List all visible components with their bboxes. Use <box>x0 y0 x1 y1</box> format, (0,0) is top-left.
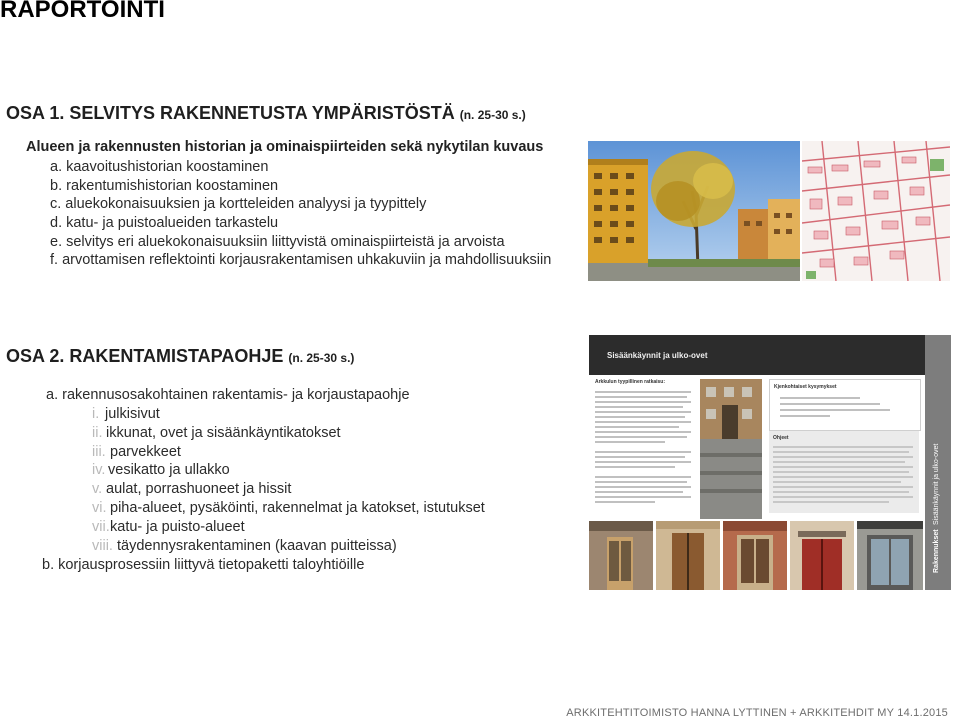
section2-heading <box>6 346 354 367</box>
list-item <box>92 500 485 516</box>
thumbnail-questions-box <box>769 379 921 431</box>
list-text: parvekkeet <box>110 444 181 460</box>
thumbnail-right-heading: Kjenkohtaiset kysymykset <box>774 384 837 390</box>
list-number: ii. <box>92 425 103 441</box>
section2-heading-text: OSA 2. RAKENTAMISTAPAOHJE <box>6 346 284 366</box>
list-number: vi. <box>92 500 107 516</box>
list-text: vesikatto ja ullakko <box>108 462 230 478</box>
section1-heading <box>6 103 526 124</box>
thumbnail-side-band <box>925 335 951 590</box>
side-label-top: Sisäänkäynnit ja ulko-ovet <box>933 443 940 525</box>
list-text: aulat, porrashuoneet ja hissit <box>106 481 292 497</box>
door-photos-row <box>589 521 923 590</box>
guideline-page-thumbnail <box>589 335 951 590</box>
footer-credit: ARKKITEHTITOIMISTO HANNA LYTTINEN + ARKKITEHDIT MY 14.1.2015 <box>566 707 948 719</box>
list-item: d. katu- ja puistoalueiden tarkastelu <box>50 215 279 231</box>
entrance-photo <box>700 379 762 519</box>
list-number: i. <box>92 406 100 422</box>
list-item <box>92 444 181 460</box>
section2-heading-pages: (n. 25-30 s.) <box>288 351 355 365</box>
section2-item-b: b. korjausprosessiin liittyvä tietopaketti taloyhtiöille <box>42 557 365 573</box>
section1-heading-pages: (n. 25-30 s.) <box>459 108 526 122</box>
section1-heading-text: OSA 1. SELVITYS RAKENNETUSTA YMPÄRISTÖSTÄ <box>6 103 455 123</box>
thumbnail-title: Sisäänkäynnit ja ulko-ovet <box>607 351 708 360</box>
street-photo <box>588 141 800 281</box>
text-lines <box>595 388 695 518</box>
list-number: iii. <box>92 444 106 460</box>
list-number: vii. <box>92 519 110 535</box>
section1-subheading: Alueen ja rakennusten historian ja ominaispiirteiden sekä nykytilan kuvaus <box>26 139 544 155</box>
list-number: viii. <box>92 538 113 554</box>
text-lines <box>769 441 917 511</box>
list-text: ikkunat, ovet ja sisäänkäyntikatokset <box>106 425 341 441</box>
list-item: e. selvitys eri aluekokonaisuuksiin liittyvistä ominaispiirteistä ja arvoista <box>50 234 505 250</box>
list-item: f. arvottamisen reflektointi korjausrakentamisen uhkakuviin ja mahdollisuuksiin <box>50 252 552 268</box>
list-item <box>92 462 230 478</box>
list-text: julkisivut <box>105 406 160 422</box>
thumbnail-left-text <box>595 379 695 519</box>
thumbnail-left-heading: Arkkulun tyypillinen ratkaisu: <box>595 379 666 385</box>
section2-item-a: a. rakennusosakohtainen rakentamis- ja korjaustapaohje <box>46 387 410 403</box>
list-number: v. <box>92 481 103 497</box>
thumbnail-ohjeet-heading: Ohjeet <box>773 435 789 441</box>
city-plan-map <box>802 141 950 281</box>
list-item <box>92 425 341 441</box>
list-item <box>92 538 397 554</box>
thumbnail-guidelines-box <box>769 431 919 513</box>
list-item: a. kaavoitushistorian koostaminen <box>50 159 269 175</box>
list-number: iv. <box>92 462 106 478</box>
text-lines <box>770 390 918 420</box>
list-text: piha-alueet, pysäköinti, rakennelmat ja katokset, istutukset <box>110 500 485 516</box>
side-label-bottom: Rakennukset <box>933 529 940 573</box>
list-item: c. aluekokonaisuuksien ja kortteleiden analyysi ja tyypittely <box>50 196 427 212</box>
list-item: b. rakentumishistorian koostaminen <box>50 178 279 194</box>
list-text: täydennysrakentaminen (kaavan puitteissa) <box>117 538 397 554</box>
page-title: RAPORTOINTI <box>0 0 165 23</box>
list-item <box>92 481 291 497</box>
list-item <box>92 519 245 535</box>
list-item <box>92 406 160 422</box>
list-text: katu- ja puisto-alueet <box>110 519 245 535</box>
